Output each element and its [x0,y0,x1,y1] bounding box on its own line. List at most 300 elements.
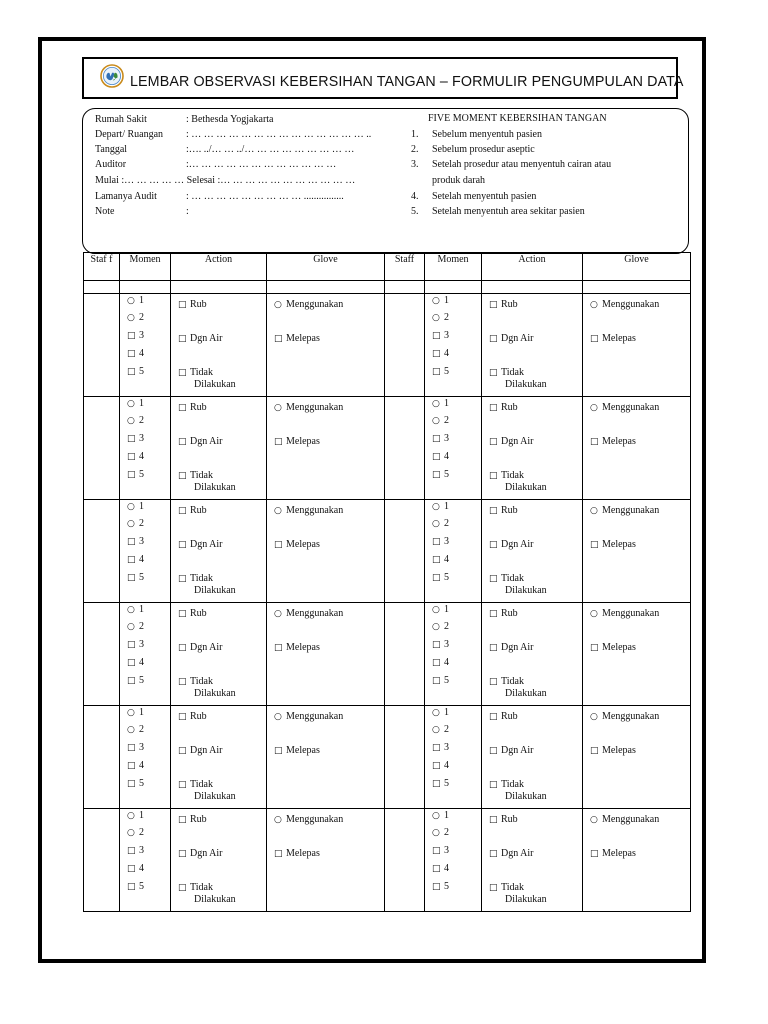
glove-option-checkbox[interactable]: □ [590,643,599,653]
momen-option-checkbox[interactable]: □ [432,470,441,480]
momen-option-checkbox[interactable]: □ [127,331,136,341]
momen-option[interactable] [127,863,144,875]
glove-option-checkbox[interactable]: □ [274,334,283,344]
glove-option-checkbox[interactable]: □ [590,437,599,447]
momen-option[interactable] [432,639,449,651]
glove-option-checkbox[interactable]: ○ [590,506,598,516]
staff-cell[interactable] [84,294,120,397]
glove-option[interactable] [274,333,320,345]
momen-option-checkbox[interactable]: □ [432,434,441,444]
staff-cell[interactable] [385,500,425,603]
momen-option-label: 5 [139,469,144,480]
action-option-checkbox[interactable]: □ [178,609,187,619]
action-option-checkbox[interactable]: □ [489,403,498,413]
momen-option[interactable] [432,724,449,736]
momen-option-checkbox[interactable]: ○ [432,725,440,735]
momen-option[interactable] [432,845,449,857]
momen-option-label: 3 [139,433,144,444]
action-option[interactable] [489,505,518,517]
momen-option[interactable] [127,398,144,410]
action-option-checkbox[interactable]: □ [489,574,498,584]
glove-option[interactable] [274,608,343,620]
momen-option[interactable] [432,469,449,481]
momen-option-checkbox[interactable]: □ [127,676,136,686]
momen-option-checkbox[interactable]: □ [432,573,441,583]
action-option-checkbox[interactable]: □ [178,437,187,447]
momen-option[interactable] [127,330,144,342]
momen-option-label: 1 [444,295,449,306]
momen-option[interactable] [127,760,144,772]
momen-option[interactable] [432,330,449,342]
momen-option-checkbox[interactable]: ○ [432,416,440,426]
momen-option-checkbox[interactable]: □ [127,640,136,650]
momen-option[interactable] [127,536,144,548]
momen-option[interactable] [432,707,449,719]
glove-option-checkbox[interactable]: ○ [274,712,282,722]
momen-option-checkbox[interactable]: □ [432,367,441,377]
action-option-checkbox[interactable]: □ [178,334,187,344]
action-option[interactable] [178,539,223,551]
action-option[interactable] [178,367,236,390]
momen-option[interactable] [432,881,449,893]
momen-cell [120,500,171,603]
glove-option-label: Menggunakan [286,711,344,722]
glove-option[interactable] [590,711,659,723]
glove-option[interactable] [590,299,659,311]
staff-cell[interactable] [84,809,120,912]
action-option[interactable] [489,814,518,826]
momen-option-checkbox[interactable]: ○ [432,811,440,821]
momen-option-checkbox[interactable]: ○ [432,622,440,632]
empty-cell [267,281,385,294]
momen-option-checkbox[interactable]: □ [432,555,441,565]
glove-option[interactable] [274,711,343,723]
glove-option-checkbox[interactable]: □ [274,746,283,756]
action-option[interactable] [489,848,534,860]
momen-option-checkbox[interactable]: ○ [432,828,440,838]
action-option[interactable] [489,711,518,723]
glove-option-label: Melepas [286,848,320,859]
momen-option[interactable] [127,518,144,530]
action-option-checkbox[interactable]: □ [178,746,187,756]
momen-option[interactable] [432,366,449,378]
action-option-checkbox[interactable]: □ [489,300,498,310]
momen-option-label: 1 [139,810,144,821]
momen-option-checkbox[interactable]: □ [127,743,136,753]
item-text: Sebelum prosedur aseptic [432,144,535,155]
action-option-label: Tidak [501,470,524,481]
action-option[interactable] [489,470,547,493]
momen-option-checkbox[interactable]: ○ [127,502,135,512]
glove-option[interactable] [274,299,343,311]
glove-option-label: Menggunakan [602,402,660,413]
action-option-label: Rub [501,608,518,619]
momen-option[interactable] [127,469,144,481]
momen-option[interactable] [127,433,144,445]
glove-option-checkbox[interactable]: ○ [590,300,598,310]
momen-option[interactable] [432,415,449,427]
glove-option-checkbox[interactable]: □ [590,849,599,859]
momen-option-checkbox[interactable]: ○ [432,519,440,529]
action-option-checkbox[interactable]: □ [178,403,187,413]
momen-option[interactable] [127,295,144,307]
momen-option-checkbox[interactable]: ○ [127,296,135,306]
momen-option[interactable] [127,621,144,633]
glove-option[interactable] [274,745,320,757]
momen-option-checkbox[interactable]: ○ [127,605,135,615]
momen-option-checkbox[interactable]: ○ [127,811,135,821]
action-option[interactable] [178,608,207,620]
action-option-checkbox[interactable]: □ [178,780,187,790]
glove-option[interactable] [590,505,659,517]
glove-option-checkbox[interactable]: ○ [274,506,282,516]
momen-option[interactable] [127,742,144,754]
momen-option[interactable] [432,451,449,463]
action-option[interactable] [489,436,534,448]
momen-option-checkbox[interactable]: □ [127,846,136,856]
staff-cell[interactable] [84,603,120,706]
momen-option-checkbox[interactable]: ○ [127,725,135,735]
glove-option-checkbox[interactable]: □ [274,437,283,447]
action-option-checkbox[interactable]: □ [489,368,498,378]
staff-cell[interactable] [385,603,425,706]
observation-row [84,500,691,603]
momen-option-checkbox[interactable]: □ [127,537,136,547]
info-value[interactable]: : … … … … … … … … … … … … … … .. [186,129,372,140]
momen-option-checkbox[interactable]: □ [432,349,441,359]
glove-option[interactable] [590,436,636,448]
glove-option-label: Menggunakan [286,299,344,310]
glove-option-checkbox[interactable]: ○ [590,609,598,619]
glove-option[interactable] [590,642,636,654]
momen-option[interactable] [432,518,449,530]
action-option[interactable] [489,367,547,390]
action-option[interactable] [489,745,534,757]
action-option-checkbox[interactable]: □ [489,437,498,447]
momen-option[interactable] [432,827,449,839]
glove-option[interactable] [274,642,320,654]
info-label: Rumah Sakit [95,114,147,125]
momen-option[interactable] [432,433,449,445]
momen-option-checkbox[interactable]: □ [127,779,136,789]
action-option-checkbox[interactable]: □ [489,883,498,893]
staff-cell[interactable] [385,809,425,912]
momen-option[interactable] [127,778,144,790]
glove-cell [583,397,691,500]
momen-option-checkbox[interactable]: □ [432,658,441,668]
action-option-checkbox[interactable]: □ [489,815,498,825]
action-option[interactable] [178,470,236,493]
action-option[interactable] [178,848,223,860]
glove-option-checkbox[interactable]: ○ [274,815,282,825]
action-option-checkbox[interactable]: □ [178,712,187,722]
action-option[interactable] [178,711,207,723]
glove-option[interactable] [590,539,636,551]
staff-cell[interactable] [84,500,120,603]
glove-option-checkbox[interactable]: ○ [590,815,598,825]
glove-option[interactable] [274,402,343,414]
glove-cell [267,397,385,500]
momen-option[interactable] [127,707,144,719]
action-option[interactable] [178,573,236,596]
momen-option-checkbox[interactable]: ○ [127,313,135,323]
momen-option-checkbox[interactable]: ○ [432,708,440,718]
momen-option-checkbox[interactable]: □ [432,846,441,856]
action-option[interactable] [178,642,223,654]
action-option[interactable] [489,333,534,345]
momen-option-checkbox[interactable]: □ [432,864,441,874]
momen-option[interactable] [432,295,449,307]
momen-option-checkbox[interactable]: □ [127,658,136,668]
momen-option-checkbox[interactable]: ○ [127,828,135,838]
glove-option-checkbox[interactable]: ○ [590,712,598,722]
momen-option[interactable] [127,657,144,669]
momen-option-label: 3 [139,536,144,547]
action-option-label: Dgn Air [190,745,223,756]
momen-option[interactable] [127,415,144,427]
action-option-checkbox[interactable]: □ [178,540,187,550]
action-option-checkbox[interactable]: □ [178,677,187,687]
info-value[interactable]: :… … … … … … … … … … … … [186,159,337,170]
momen-option-checkbox[interactable]: ○ [127,622,135,632]
action-option[interactable] [489,402,518,414]
action-option[interactable] [489,573,547,596]
action-option[interactable] [178,333,223,345]
action-option-checkbox[interactable]: □ [178,883,187,893]
action-option[interactable] [178,505,207,517]
action-option-label-line2: Dilakukan [505,379,547,390]
action-option[interactable] [178,745,223,757]
momen-option-checkbox[interactable]: □ [432,882,441,892]
action-option-checkbox[interactable]: □ [489,712,498,722]
momen-option-checkbox[interactable]: ○ [432,605,440,615]
action-option-label-line2: Dilakukan [194,379,236,390]
momen-option[interactable] [432,863,449,875]
glove-option[interactable] [590,848,636,860]
momen-option[interactable] [432,760,449,772]
momen-option[interactable] [432,778,449,790]
action-option-checkbox[interactable]: □ [489,780,498,790]
action-option-checkbox[interactable]: □ [489,540,498,550]
momen-option-checkbox[interactable]: □ [432,331,441,341]
momen-option-label: 2 [444,518,449,529]
action-option-checkbox[interactable]: □ [489,746,498,756]
momen-option-checkbox[interactable]: □ [432,761,441,771]
glove-cell [267,603,385,706]
momen-option-checkbox[interactable]: □ [432,676,441,686]
momen-option-checkbox[interactable]: ○ [432,313,440,323]
momen-option[interactable] [127,501,144,513]
info-value[interactable]: :…. ../… … ../… … … … … … … … … [186,144,355,155]
staff-cell[interactable] [385,294,425,397]
staff-cell[interactable] [84,397,120,500]
glove-option[interactable] [274,814,343,826]
momen-option[interactable] [127,348,144,360]
glove-option[interactable] [590,333,636,345]
momen-option-label: 4 [139,657,144,668]
momen-option[interactable] [127,639,144,651]
momen-option[interactable] [127,881,144,893]
momen-option[interactable] [432,348,449,360]
action-cell [171,500,267,603]
action-option[interactable] [178,402,207,414]
glove-option[interactable] [590,745,636,757]
momen-option-checkbox[interactable]: ○ [432,502,440,512]
item-number: 5. [411,206,419,217]
glove-option[interactable] [274,505,343,517]
momen-option[interactable] [432,604,449,616]
action-option[interactable] [489,608,518,620]
glove-option-label: Melepas [286,745,320,756]
action-option-checkbox[interactable]: □ [489,849,498,859]
momen-option[interactable] [127,827,144,839]
glove-option-checkbox[interactable]: □ [590,746,599,756]
momen-option-checkbox[interactable]: ○ [127,399,135,409]
action-option[interactable] [489,779,547,802]
momen-option[interactable] [432,572,449,584]
momen-option[interactable] [432,675,449,687]
momen-option[interactable] [127,451,144,463]
glove-option-checkbox[interactable]: □ [274,849,283,859]
momen-option[interactable] [127,845,144,857]
momen-option-checkbox[interactable]: □ [127,882,136,892]
glove-option-checkbox[interactable]: □ [274,540,283,550]
glove-option-checkbox[interactable]: □ [590,334,599,344]
action-option-checkbox[interactable]: □ [178,506,187,516]
action-cell [171,397,267,500]
action-option-label: Tidak [501,573,524,584]
momen-option-checkbox[interactable]: □ [432,640,441,650]
momen-option-checkbox[interactable]: ○ [127,708,135,718]
glove-option-checkbox[interactable]: ○ [274,609,282,619]
momen-option-checkbox[interactable]: □ [127,367,136,377]
glove-option-label: Menggunakan [602,814,660,825]
momen-option[interactable] [127,810,144,822]
momen-option-checkbox[interactable]: □ [432,779,441,789]
action-option[interactable] [178,779,236,802]
momen-option[interactable] [432,536,449,548]
info-value[interactable]: : … … … … … … … … … ................ [186,191,344,202]
staff-cell[interactable] [84,706,120,809]
momen-option-checkbox[interactable]: □ [127,555,136,565]
momen-option[interactable] [432,554,449,566]
action-option[interactable] [489,882,547,905]
action-option-checkbox[interactable]: □ [489,677,498,687]
glove-option[interactable] [274,848,320,860]
action-option-checkbox[interactable]: □ [489,334,498,344]
action-option-checkbox[interactable]: □ [489,471,498,481]
action-option-checkbox[interactable]: □ [489,506,498,516]
glove-option-checkbox[interactable]: □ [274,643,283,653]
momen-option[interactable] [127,554,144,566]
action-option-checkbox[interactable]: □ [178,815,187,825]
action-option-checkbox[interactable]: □ [178,300,187,310]
momen-option-checkbox[interactable]: □ [127,864,136,874]
action-option[interactable] [178,882,236,905]
action-option[interactable] [489,539,534,551]
momen-option-label: 2 [139,518,144,529]
glove-option-checkbox[interactable]: ○ [590,403,598,413]
glove-option-checkbox[interactable]: ○ [274,403,282,413]
action-option[interactable] [489,676,547,699]
momen-option-checkbox[interactable]: □ [127,434,136,444]
glove-option[interactable] [590,402,659,414]
glove-option[interactable] [590,608,659,620]
momen-option[interactable] [127,366,144,378]
momen-option-checkbox[interactable]: □ [127,761,136,771]
momen-option-checkbox[interactable]: □ [127,349,136,359]
momen-option-checkbox[interactable]: □ [432,743,441,753]
momen-option-checkbox[interactable]: □ [127,470,136,480]
info-value[interactable]: : Bethesda Yogjakarta [186,114,274,125]
momen-option-checkbox[interactable]: □ [432,537,441,547]
info-value[interactable]: : [186,206,189,217]
momen-option-checkbox[interactable]: □ [432,452,441,462]
action-option[interactable] [178,676,236,699]
mulai-selesai-field[interactable]: Mulai :… … … … … Selesai :… … … … … … … … … … … [95,175,356,186]
action-option-checkbox[interactable]: □ [178,368,187,378]
staff-cell[interactable] [385,397,425,500]
glove-option[interactable] [274,436,320,448]
momen-option-checkbox[interactable]: ○ [127,519,135,529]
header-momen: Momen [425,253,482,281]
glove-option-checkbox[interactable]: ○ [274,300,282,310]
action-option-checkbox[interactable]: □ [489,643,498,653]
momen-option-checkbox[interactable]: ○ [432,399,440,409]
header-staff: Staff [385,253,425,281]
momen-option[interactable] [127,604,144,616]
momen-option[interactable] [127,724,144,736]
action-option[interactable] [489,299,518,311]
action-option-checkbox[interactable]: □ [178,849,187,859]
momen-option-checkbox[interactable]: ○ [432,296,440,306]
momen-option-checkbox[interactable]: □ [127,573,136,583]
observation-row [84,294,691,397]
item-number: 3. [411,159,419,170]
momen-option[interactable] [432,621,449,633]
glove-option[interactable] [274,539,320,551]
glove-cell [583,294,691,397]
action-option[interactable] [178,299,207,311]
action-option-checkbox[interactable]: □ [489,609,498,619]
momen-option[interactable] [432,810,449,822]
glove-option-label: Melepas [602,745,636,756]
momen-option-label: 2 [444,724,449,735]
momen-option[interactable] [432,742,449,754]
momen-option[interactable] [127,312,144,324]
glove-option-checkbox[interactable]: □ [590,540,599,550]
momen-option-checkbox[interactable]: □ [127,452,136,462]
action-option-checkbox[interactable]: □ [178,643,187,653]
momen-option[interactable] [432,657,449,669]
action-option-label: Dgn Air [501,642,534,653]
five-moment-title: FIVE MOMENT KEBERSIHAN TANGAN [428,113,607,124]
staff-cell[interactable] [385,706,425,809]
action-option[interactable] [489,642,534,654]
momen-option[interactable] [432,312,449,324]
glove-option[interactable] [590,814,659,826]
momen-option[interactable] [127,572,144,584]
action-option[interactable] [178,814,207,826]
momen-option-checkbox[interactable]: ○ [127,416,135,426]
action-option-checkbox[interactable]: □ [178,471,187,481]
momen-option[interactable] [432,398,449,410]
action-option-label: Dgn Air [190,848,223,859]
momen-option[interactable] [127,675,144,687]
action-option[interactable] [178,436,223,448]
action-option-checkbox[interactable]: □ [178,574,187,584]
momen-option[interactable] [432,501,449,513]
